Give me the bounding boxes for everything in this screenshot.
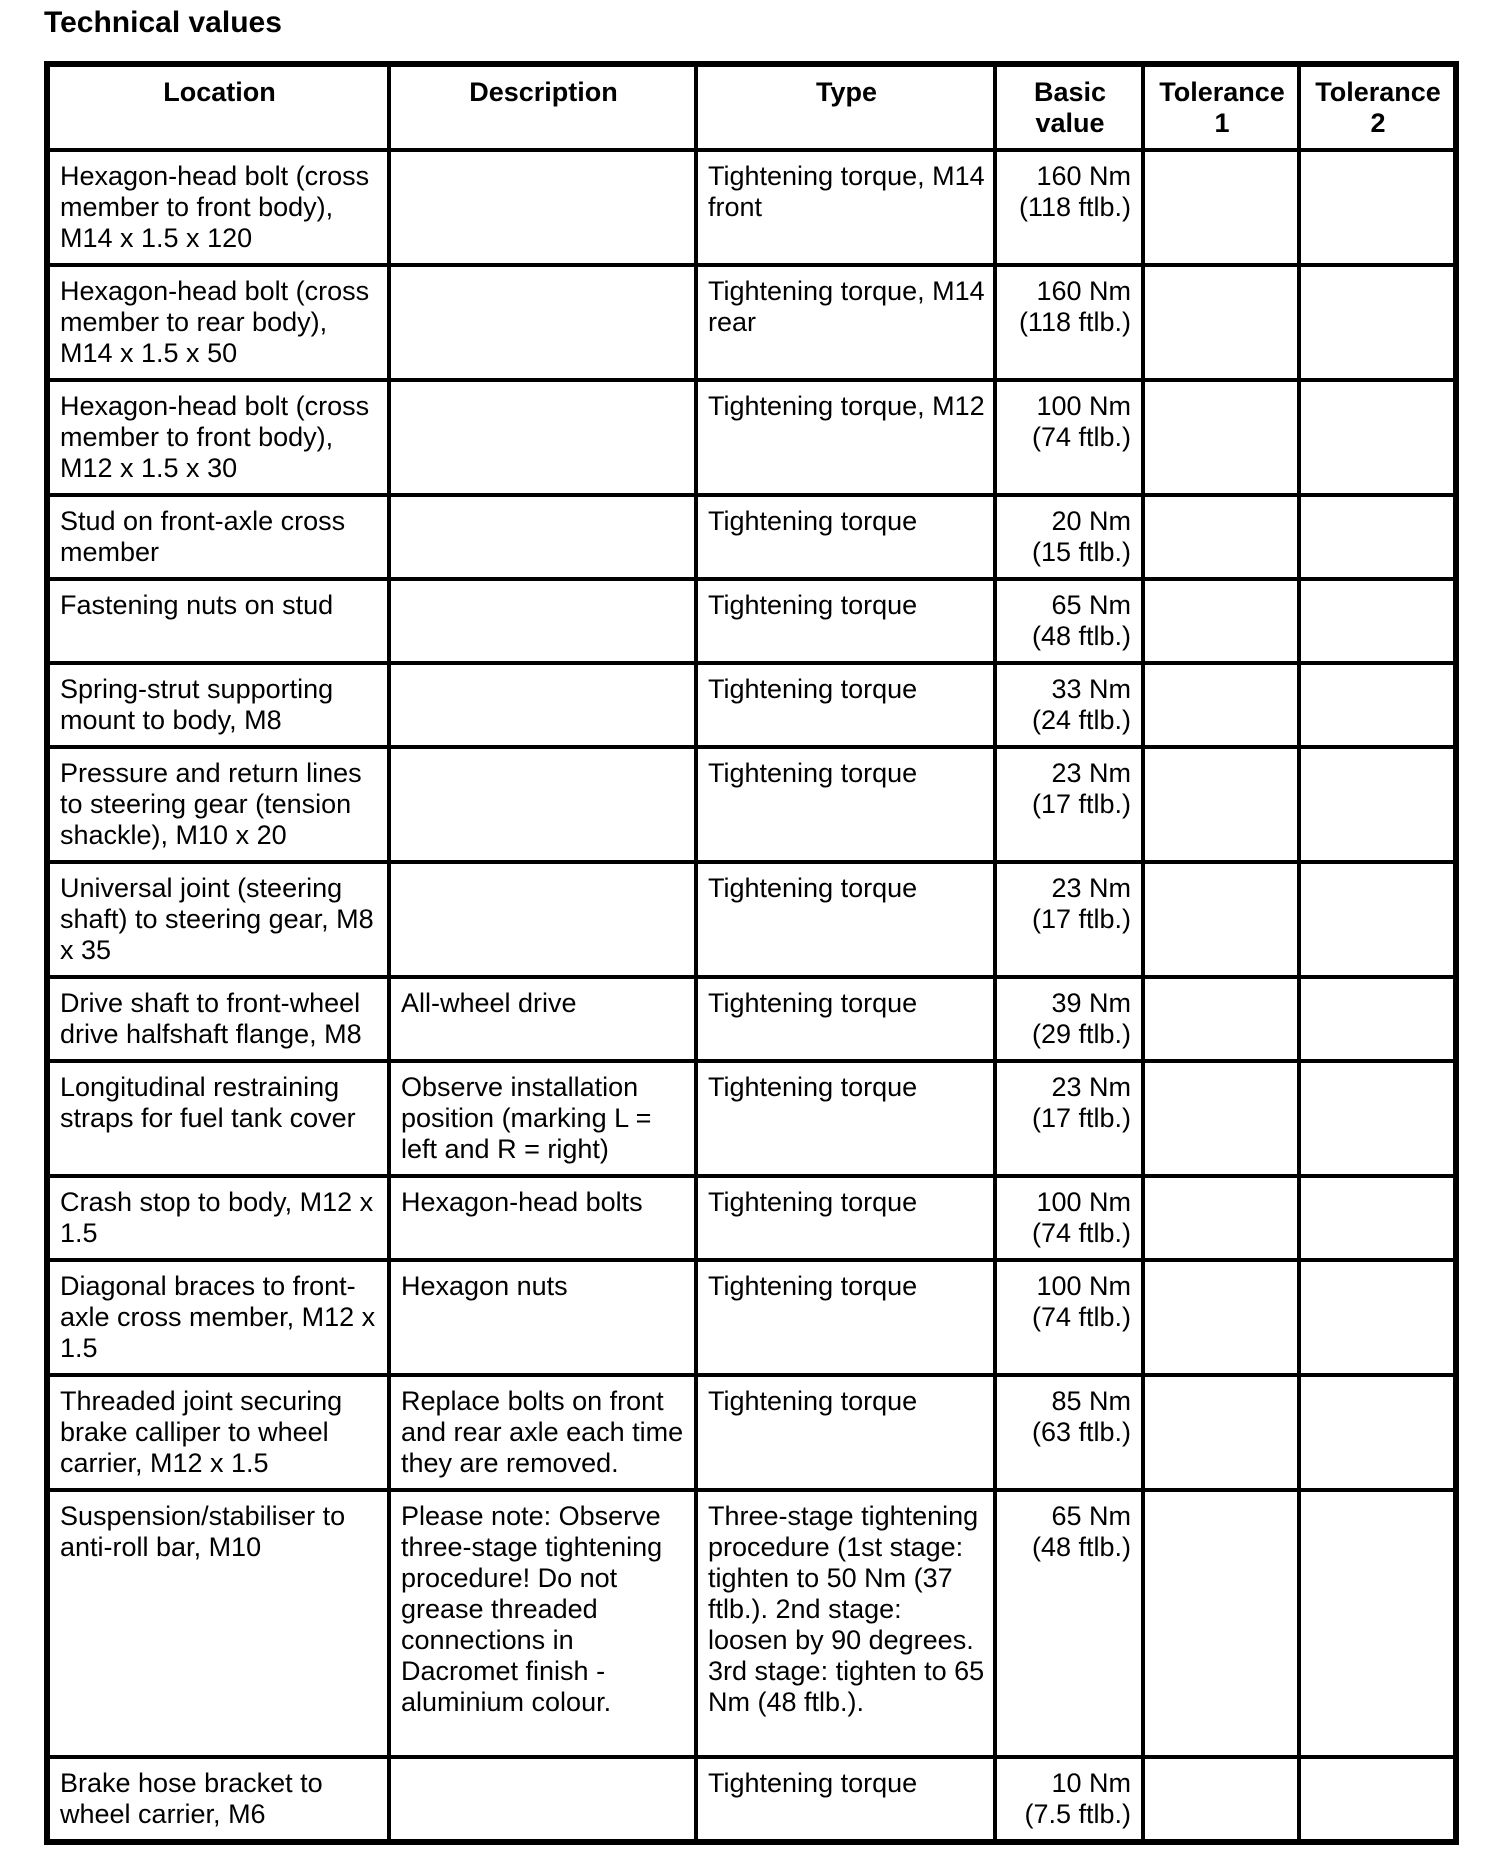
location-cell: Threaded joint securing brake calliper to wheel carrier, M12 x 1.5 (48, 1375, 389, 1490)
table-row (48, 1757, 1455, 1841)
tolerance-2-cell (1299, 380, 1455, 495)
tolerance-2-cell (1299, 1260, 1455, 1375)
tolerance-1-cell (1143, 977, 1299, 1061)
basic-value-cell: 100 Nm (74 ftlb.) (995, 1176, 1143, 1260)
description-cell: All-wheel drive (389, 977, 696, 1061)
table-row (48, 1061, 1455, 1176)
table-body (48, 150, 1455, 1841)
tolerance-2-cell (1299, 1490, 1455, 1757)
tolerance-2-cell (1299, 1176, 1455, 1260)
table-row (48, 579, 1455, 663)
technical-values-table (44, 61, 1459, 1845)
table-row (48, 380, 1455, 495)
description-cell (389, 663, 696, 747)
description-cell: Hexagon nuts (389, 1260, 696, 1375)
description-cell (389, 1757, 696, 1841)
location-cell: Longitudinal restraining straps for fuel tank cover (48, 1061, 389, 1176)
table-header (48, 65, 1455, 150)
tolerance-2-cell (1299, 1061, 1455, 1176)
header-basic-value: Basic value (995, 65, 1143, 150)
tolerance-1-cell (1143, 579, 1299, 663)
type-cell: Tightening torque (696, 1061, 995, 1176)
basic-value-cell: 160 Nm (118 ftlb.) (995, 265, 1143, 380)
header-location: Location (48, 65, 389, 150)
type-cell: Tightening torque (696, 579, 995, 663)
location-cell: Universal joint (steering shaft) to steering gear, M8 x 35 (48, 862, 389, 977)
type-cell: Tightening torque, M14 front (696, 150, 995, 265)
type-cell: Tightening torque (696, 862, 995, 977)
tolerance-2-cell (1299, 977, 1455, 1061)
tolerance-2-cell (1299, 862, 1455, 977)
tolerance-2-cell (1299, 150, 1455, 265)
basic-value-cell: 23 Nm (17 ftlb.) (995, 1061, 1143, 1176)
location-cell: Suspension/stabiliser to anti-roll bar, M10 (48, 1490, 389, 1757)
tolerance-1-cell (1143, 380, 1299, 495)
type-cell: Tightening torque, M14 rear (696, 265, 995, 380)
type-cell: Tightening torque (696, 977, 995, 1061)
header-tolerance-2: Tolerance 2 (1299, 65, 1455, 150)
description-cell (389, 150, 696, 265)
type-cell: Tightening torque, M12 (696, 380, 995, 495)
basic-value-cell: 39 Nm (29 ftlb.) (995, 977, 1143, 1061)
type-cell: Tightening torque (696, 747, 995, 862)
description-cell (389, 862, 696, 977)
header-description: Description (389, 65, 696, 150)
tolerance-2-cell (1299, 663, 1455, 747)
header-row (48, 65, 1455, 150)
tolerance-1-cell (1143, 150, 1299, 265)
location-cell: Brake hose bracket to wheel carrier, M6 (48, 1757, 389, 1841)
basic-value-cell: 85 Nm (63 ftlb.) (995, 1375, 1143, 1490)
location-cell: Pressure and return lines to steering gear (tension shackle), M10 x 20 (48, 747, 389, 862)
location-cell: Fastening nuts on stud (48, 579, 389, 663)
tolerance-2-cell (1299, 495, 1455, 579)
type-cell: Tightening torque (696, 495, 995, 579)
location-cell: Spring-strut supporting mount to body, M8 (48, 663, 389, 747)
table-row (48, 1375, 1455, 1490)
description-cell: Replace bolts on front and rear axle each time they are removed. (389, 1375, 696, 1490)
type-cell: Tightening torque (696, 663, 995, 747)
type-cell: Tightening torque (696, 1176, 995, 1260)
tolerance-1-cell (1143, 1375, 1299, 1490)
basic-value-cell: 100 Nm (74 ftlb.) (995, 1260, 1143, 1375)
type-cell: Tightening torque (696, 1375, 995, 1490)
table-row (48, 495, 1455, 579)
basic-value-cell: 100 Nm (74 ftlb.) (995, 380, 1143, 495)
tolerance-1-cell (1143, 1061, 1299, 1176)
tolerance-1-cell (1143, 1260, 1299, 1375)
tolerance-2-cell (1299, 747, 1455, 862)
table-row (48, 265, 1455, 380)
tolerance-2-cell (1299, 1375, 1455, 1490)
basic-value-cell: 65 Nm (48 ftlb.) (995, 579, 1143, 663)
page-title: Technical values (44, 6, 282, 39)
type-cell: Tightening torque (696, 1757, 995, 1841)
table-row (48, 977, 1455, 1061)
basic-value-cell: 10 Nm (7.5 ftlb.) (995, 1757, 1143, 1841)
basic-value-cell: 65 Nm (48 ftlb.) (995, 1490, 1143, 1757)
table-row (48, 1176, 1455, 1260)
location-cell: Diagonal braces to front-axle cross member, M12 x 1.5 (48, 1260, 389, 1375)
tolerance-1-cell (1143, 1490, 1299, 1757)
table-row (48, 1490, 1455, 1757)
location-cell: Hexagon-head bolt (cross member to front body), M14 x 1.5 x 120 (48, 150, 389, 265)
table-row (48, 862, 1455, 977)
basic-value-cell: 23 Nm (17 ftlb.) (995, 747, 1143, 862)
tolerance-2-cell (1299, 1757, 1455, 1841)
basic-value-cell: 33 Nm (24 ftlb.) (995, 663, 1143, 747)
tolerance-1-cell (1143, 265, 1299, 380)
description-cell: Hexagon-head bolts (389, 1176, 696, 1260)
description-cell (389, 495, 696, 579)
tolerance-2-cell (1299, 579, 1455, 663)
location-cell: Hexagon-head bolt (cross member to rear body), M14 x 1.5 x 50 (48, 265, 389, 380)
type-cell: Three-stage tightening procedure (1st stage: tighten to 50 Nm (37 ftlb.). 2nd stage: loosen by 90 degrees. 3rd stage: tighten to 65 Nm (48 ftlb.). (696, 1490, 995, 1757)
description-cell (389, 380, 696, 495)
description-cell: Observe installation position (marking L = left and R = right) (389, 1061, 696, 1176)
table-row (48, 1260, 1455, 1375)
description-cell (389, 747, 696, 862)
header-tolerance-1: Tolerance 1 (1143, 65, 1299, 150)
location-cell: Crash stop to body, M12 x 1.5 (48, 1176, 389, 1260)
description-cell: Please note: Observe three-stage tightening procedure! Do not grease threaded connections in Dacromet finish - aluminium colour. (389, 1490, 696, 1757)
table-row (48, 150, 1455, 265)
tolerance-1-cell (1143, 1176, 1299, 1260)
table-row (48, 663, 1455, 747)
tolerance-1-cell (1143, 495, 1299, 579)
location-cell: Stud on front-axle cross member (48, 495, 389, 579)
tolerance-1-cell (1143, 1757, 1299, 1841)
description-cell (389, 579, 696, 663)
tolerance-2-cell (1299, 265, 1455, 380)
type-cell: Tightening torque (696, 1260, 995, 1375)
header-type: Type (696, 65, 995, 150)
description-cell (389, 265, 696, 380)
tolerance-1-cell (1143, 747, 1299, 862)
basic-value-cell: 160 Nm (118 ftlb.) (995, 150, 1143, 265)
tolerance-1-cell (1143, 663, 1299, 747)
location-cell: Hexagon-head bolt (cross member to front body), M12 x 1.5 x 30 (48, 380, 389, 495)
basic-value-cell: 23 Nm (17 ftlb.) (995, 862, 1143, 977)
table-row (48, 747, 1455, 862)
tolerance-1-cell (1143, 862, 1299, 977)
location-cell: Drive shaft to front-wheel drive halfshaft flange, M8 (48, 977, 389, 1061)
basic-value-cell: 20 Nm (15 ftlb.) (995, 495, 1143, 579)
